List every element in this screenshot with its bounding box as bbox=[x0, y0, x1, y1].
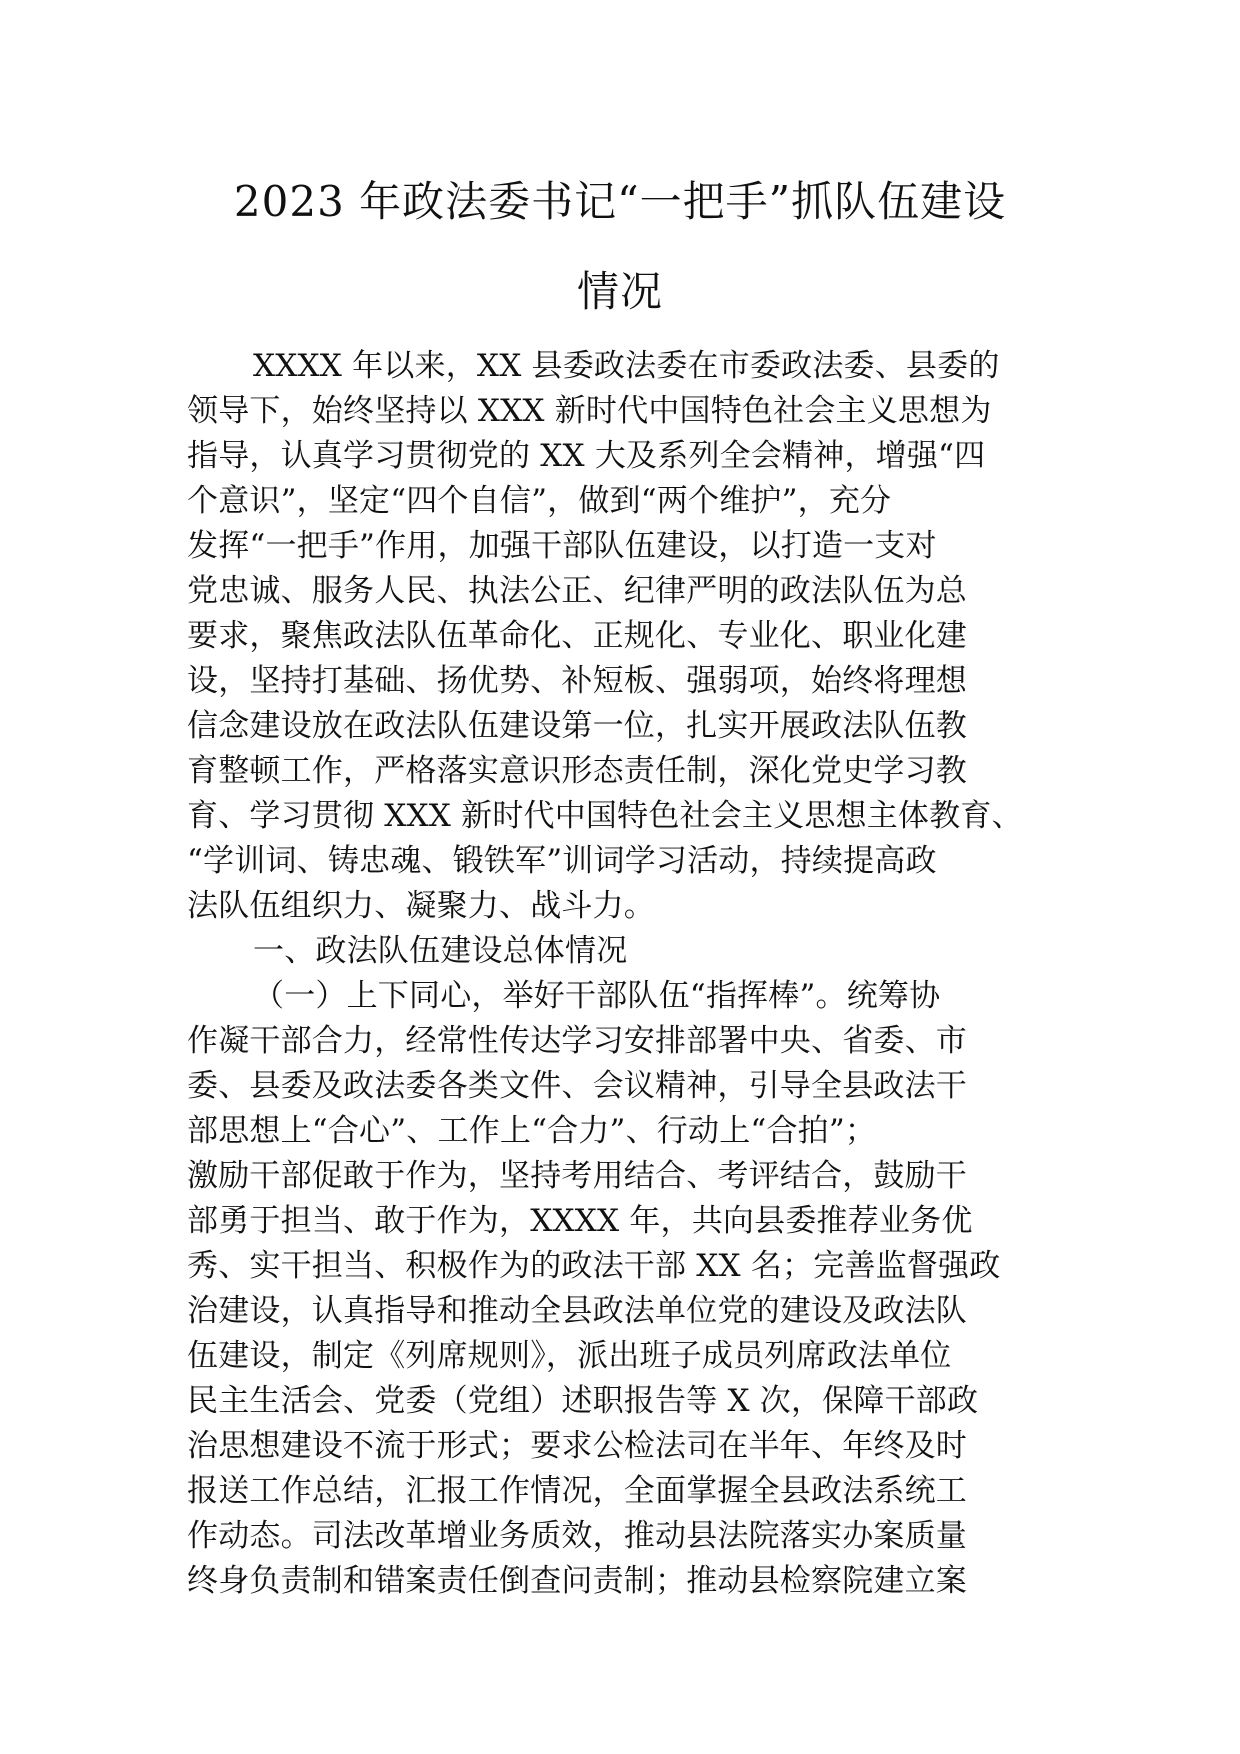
body-text-line: 作动态。司法改革增业务质效，推动县法院落实办案质量 bbox=[187, 1518, 967, 1554]
body-text-line: 伍建设，制定《列席规则》，派出班子成员列席政法单位 bbox=[187, 1338, 952, 1374]
body-text-line: 作凝干部合力，经常性传达学习安排部署中央、省委、市 bbox=[187, 1023, 967, 1059]
body-text-line: XXXX 年以来，XX 县委政法委在市委政法委、县委的 bbox=[253, 348, 1000, 384]
body-text-line: 治思想建设不流于形式；要求公检法司在半年、年终及时 bbox=[187, 1428, 967, 1464]
document-body bbox=[187, 344, 1067, 1604]
body-text-line: 终身负责制和错案责任倒查问责制；推动县检察院建立案 bbox=[187, 1563, 967, 1599]
body-text-line: 委、县委及政法委各类文件、会议精神，引导全县政法干 bbox=[187, 1068, 967, 1104]
body-text-line: 党忠诚、服务人民、执法公正、纪律严明的政法队伍为总 bbox=[187, 573, 967, 609]
body-text-line: 育整顿工作，严格落实意识形态责任制，深化党史学习教 bbox=[187, 753, 967, 789]
body-text-line: （一）上下同心，举好干部队伍“指挥棒”。统筹协 bbox=[253, 978, 941, 1014]
document-title-line-2: 情况 bbox=[576, 267, 663, 316]
body-text-line: 领导下，始终坚持以 XXX 新时代中国特色社会主义思想为 bbox=[187, 393, 992, 429]
body-text-line: 设，坚持打基础、扬优势、补短板、强弱项，始终将理想 bbox=[187, 663, 967, 699]
body-text-line: 信念建设放在政法队伍建设第一位，扎实开展政法队伍教 bbox=[187, 708, 967, 744]
body-text-line: 治建设，认真指导和推动全县政法单位党的建设及政法队 bbox=[187, 1293, 967, 1329]
body-text-line: 法队伍组织力、凝聚力、战斗力。 bbox=[187, 888, 655, 924]
body-text-line: 报送工作总结，汇报工作情况，全面掌握全县政法系统工 bbox=[187, 1473, 967, 1509]
document-title-line-1: 2023 年政法委书记“一把手”抓队伍建设 bbox=[233, 177, 1007, 226]
body-text-line: 育、学习贯彻 XXX 新时代中国特色社会主义思想主体教育、 bbox=[187, 798, 1023, 834]
body-text-line: 一、政法队伍建设总体情况 bbox=[253, 933, 628, 969]
body-text-line: 激励干部促敢于作为，坚持考用结合、考评结合，鼓励干 bbox=[187, 1158, 967, 1194]
body-text-line: 指导，认真学习贯彻党的 XX 大及系列全会精神，增强“四 bbox=[187, 438, 986, 474]
body-text-line: 要求，聚焦政法队伍革命化、正规化、专业化、职业化建 bbox=[187, 618, 967, 654]
body-text-line: 部思想上“合心”、工作上“合力”、行动上“合拍”； bbox=[187, 1113, 877, 1149]
body-text-line: 秀、实干担当、积极作为的政法干部 XX 名；完善监督强政 bbox=[187, 1248, 1001, 1284]
body-text-line: 民主生活会、党委（党组）述职报告等 X 次，保障干部政 bbox=[187, 1383, 979, 1419]
body-text-line: 个意识”，坚定“四个自信”，做到“两个维护”，充分 bbox=[187, 483, 892, 519]
body-text-line: 发挥“一把手”作用，加强干部队伍建设，以打造一支对 bbox=[187, 528, 937, 564]
body-text-line: “学训词、铸忠魂、锻铁军”训词学习活动，持续提高政 bbox=[187, 843, 937, 879]
body-text-line: 部勇于担当、敢于作为，XXXX 年，共向县委推荐业务优 bbox=[187, 1203, 973, 1239]
